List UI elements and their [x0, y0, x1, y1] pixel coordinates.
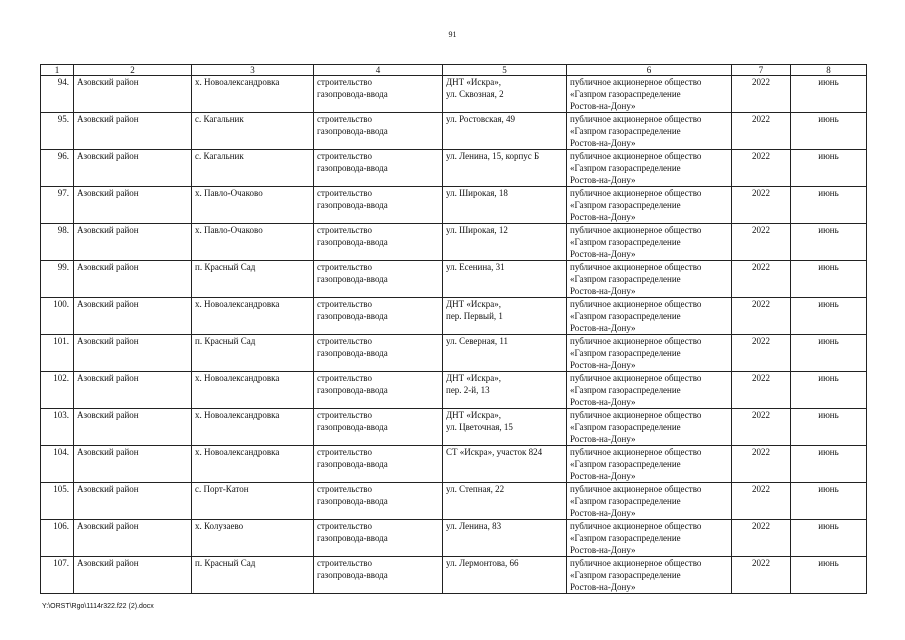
row-number: 105.: [41, 483, 74, 520]
locality-cell: х. Новоалександровка: [192, 446, 314, 483]
locality-cell: х. Новоалександровка: [192, 298, 314, 335]
row-number: 94.: [41, 76, 74, 113]
address-cell: ДНТ «Искра», пер. 2-й, 13: [443, 372, 567, 409]
table-row: [41, 372, 867, 409]
address-cell: ДНТ «Искра», ул. Сквозная, 2: [443, 76, 567, 113]
page-number: 91: [448, 30, 457, 39]
file-path-footer: Y:\ORST\Rgo\1114r322.f22 (2).docx: [42, 603, 154, 610]
table-row: [41, 446, 867, 483]
row-number: 102.: [41, 372, 74, 409]
address-cell: ул. Ростовская, 49: [443, 113, 567, 150]
year-cell: 2022: [732, 224, 791, 261]
organization-cell: публичное акционерное общество «Газпром газораспределение Ростов-на-Дону»: [567, 557, 732, 594]
table-row: [41, 409, 867, 446]
locality-cell: с. Порт-Катон: [192, 483, 314, 520]
month-cell: июнь: [791, 261, 867, 298]
organization-cell: публичное акционерное общество «Газпром газораспределение Ростов-на-Дону»: [567, 372, 732, 409]
address-cell: ул. Северная, 11: [443, 335, 567, 372]
year-cell: 2022: [732, 298, 791, 335]
work-type-cell: строительство газопровода-ввода: [314, 520, 443, 557]
year-cell: 2022: [732, 557, 791, 594]
district-cell: Азовский район: [74, 150, 192, 187]
district-cell: Азовский район: [74, 557, 192, 594]
district-cell: Азовский район: [74, 261, 192, 298]
district-cell: Азовский район: [74, 520, 192, 557]
row-number: 95.: [41, 113, 74, 150]
col-header-3: 3: [192, 65, 314, 76]
year-cell: 2022: [732, 150, 791, 187]
table-row: [41, 150, 867, 187]
district-cell: Азовский район: [74, 113, 192, 150]
district-cell: Азовский район: [74, 335, 192, 372]
organization-cell: публичное акционерное общество «Газпром газораспределение Ростов-на-Дону»: [567, 446, 732, 483]
locality-cell: х. Колузаево: [192, 520, 314, 557]
month-cell: июнь: [791, 409, 867, 446]
month-cell: июнь: [791, 557, 867, 594]
locality-cell: п. Красный Сад: [192, 335, 314, 372]
month-cell: июнь: [791, 224, 867, 261]
col-header-2: 2: [74, 65, 192, 76]
row-number: 103.: [41, 409, 74, 446]
district-cell: Азовский район: [74, 446, 192, 483]
address-cell: ул. Степная, 22: [443, 483, 567, 520]
organization-cell: публичное акционерное общество «Газпром газораспределение Ростов-на-Дону»: [567, 261, 732, 298]
address-cell: СТ «Искра», участок 824: [443, 446, 567, 483]
address-cell: ул. Есенина, 31: [443, 261, 567, 298]
row-number: 104.: [41, 446, 74, 483]
locality-cell: с. Кагальник: [192, 150, 314, 187]
year-cell: 2022: [732, 446, 791, 483]
month-cell: июнь: [791, 520, 867, 557]
address-cell: ул. Лермонтова, 66: [443, 557, 567, 594]
row-number: 98.: [41, 224, 74, 261]
col-header-8: 8: [791, 65, 867, 76]
locality-cell: с. Кагальник: [192, 113, 314, 150]
district-cell: Азовский район: [74, 76, 192, 113]
month-cell: июнь: [791, 113, 867, 150]
organization-cell: публичное акционерное общество «Газпром газораспределение Ростов-на-Дону»: [567, 409, 732, 446]
table-row: [41, 187, 867, 224]
year-cell: 2022: [732, 113, 791, 150]
row-number: 99.: [41, 261, 74, 298]
month-cell: июнь: [791, 372, 867, 409]
district-cell: Азовский район: [74, 372, 192, 409]
locality-cell: х. Павло-Очаково: [192, 224, 314, 261]
year-cell: 2022: [732, 372, 791, 409]
work-type-cell: строительство газопровода-ввода: [314, 372, 443, 409]
district-cell: Азовский район: [74, 187, 192, 224]
organization-cell: публичное акционерное общество «Газпром газораспределение Ростов-на-Дону»: [567, 113, 732, 150]
work-type-cell: строительство газопровода-ввода: [314, 409, 443, 446]
row-number: 100.: [41, 298, 74, 335]
district-cell: Азовский район: [74, 298, 192, 335]
district-cell: Азовский район: [74, 224, 192, 261]
address-cell: ДНТ «Искра», пер. Первый, 1: [443, 298, 567, 335]
work-type-cell: строительство газопровода-ввода: [314, 224, 443, 261]
year-cell: 2022: [732, 483, 791, 520]
work-type-cell: строительство газопровода-ввода: [314, 76, 443, 113]
year-cell: 2022: [732, 261, 791, 298]
row-number: 96.: [41, 150, 74, 187]
month-cell: июнь: [791, 187, 867, 224]
locality-cell: п. Красный Сад: [192, 261, 314, 298]
col-header-1: 1: [41, 65, 74, 76]
locality-cell: х. Павло-Очаково: [192, 187, 314, 224]
address-cell: ДНТ «Искра», ул. Цветочная, 15: [443, 409, 567, 446]
locality-cell: х. Новоалександровка: [192, 76, 314, 113]
table-row: [41, 113, 867, 150]
year-cell: 2022: [732, 187, 791, 224]
header-row: [41, 65, 867, 76]
address-cell: ул. Широкая, 18: [443, 187, 567, 224]
work-type-cell: строительство газопровода-ввода: [314, 557, 443, 594]
table-row: [41, 483, 867, 520]
month-cell: июнь: [791, 446, 867, 483]
organization-cell: публичное акционерное общество «Газпром газораспределение Ростов-на-Дону»: [567, 76, 732, 113]
work-type-cell: строительство газопровода-ввода: [314, 113, 443, 150]
organization-cell: публичное акционерное общество «Газпром газораспределение Ростов-на-Дону»: [567, 150, 732, 187]
work-type-cell: строительство газопровода-ввода: [314, 298, 443, 335]
year-cell: 2022: [732, 76, 791, 113]
year-cell: 2022: [732, 409, 791, 446]
address-cell: ул. Широкая, 12: [443, 224, 567, 261]
table-row: [41, 335, 867, 372]
organization-cell: публичное акционерное общество «Газпром газораспределение Ростов-на-Дону»: [567, 483, 732, 520]
month-cell: июнь: [791, 150, 867, 187]
work-type-cell: строительство газопровода-ввода: [314, 446, 443, 483]
work-type-cell: строительство газопровода-ввода: [314, 335, 443, 372]
month-cell: июнь: [791, 298, 867, 335]
row-number: 107.: [41, 557, 74, 594]
address-cell: ул. Ленина, 15, корпус Б: [443, 150, 567, 187]
table-row: [41, 261, 867, 298]
table-row: [41, 557, 867, 594]
row-number: 97.: [41, 187, 74, 224]
row-number: 106.: [41, 520, 74, 557]
work-type-cell: строительство газопровода-ввода: [314, 150, 443, 187]
work-type-cell: строительство газопровода-ввода: [314, 261, 443, 298]
district-cell: Азовский район: [74, 483, 192, 520]
locality-cell: п. Красный Сад: [192, 557, 314, 594]
address-cell: ул. Ленина, 83: [443, 520, 567, 557]
organization-cell: публичное акционерное общество «Газпром газораспределение Ростов-на-Дону»: [567, 224, 732, 261]
district-cell: Азовский район: [74, 409, 192, 446]
table-row: [41, 520, 867, 557]
table-row: [41, 76, 867, 113]
table-row: [41, 298, 867, 335]
month-cell: июнь: [791, 483, 867, 520]
register-table: [40, 64, 867, 594]
year-cell: 2022: [732, 335, 791, 372]
locality-cell: х. Новоалександровка: [192, 409, 314, 446]
col-header-6: 6: [567, 65, 732, 76]
col-header-7: 7: [732, 65, 791, 76]
work-type-cell: строительство газопровода-ввода: [314, 483, 443, 520]
month-cell: июнь: [791, 335, 867, 372]
organization-cell: публичное акционерное общество «Газпром газораспределение Ростов-на-Дону»: [567, 298, 732, 335]
month-cell: июнь: [791, 76, 867, 113]
year-cell: 2022: [732, 520, 791, 557]
table-row: [41, 224, 867, 261]
organization-cell: публичное акционерное общество «Газпром газораспределение Ростов-на-Дону»: [567, 520, 732, 557]
work-type-cell: строительство газопровода-ввода: [314, 187, 443, 224]
col-header-4: 4: [314, 65, 443, 76]
row-number: 101.: [41, 335, 74, 372]
locality-cell: х. Новоалександровка: [192, 372, 314, 409]
organization-cell: публичное акционерное общество «Газпром газораспределение Ростов-на-Дону»: [567, 335, 732, 372]
organization-cell: публичное акционерное общество «Газпром газораспределение Ростов-на-Дону»: [567, 187, 732, 224]
col-header-5: 5: [443, 65, 567, 76]
